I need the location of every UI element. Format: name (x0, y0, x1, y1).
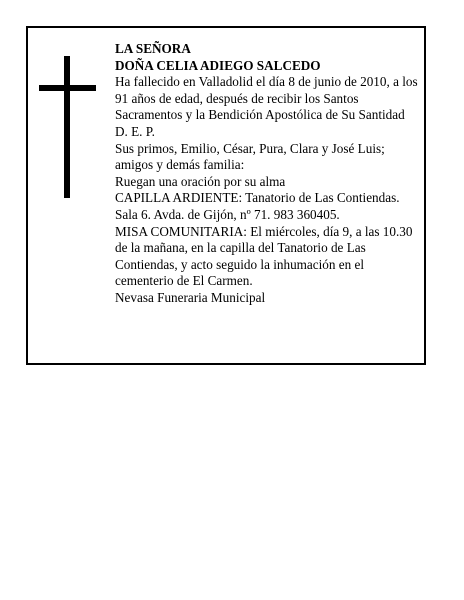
family-mourners: Sus primos, Emilio, César, Pura, Clara y José Luis; amigos y demás familia: (115, 140, 385, 173)
mass-info: MISA COMUNITARIA: El miércoles, día 9, a las 10.30 de la mañana, en la capilla del Tanatorio de Las Contiendas, y acto seguido la inhumación en el cementerio de El Carmen. (115, 223, 413, 289)
death-announcement: Ha fallecido en Valladolid el día 8 de junio de 2010, a los 91 años de edad, después de recibir los Santos Sacramentos y la Bendición Apostólica de Su Santidad D. E. P. (115, 74, 418, 139)
notice-text (115, 41, 420, 307)
funeral-home: Nevasa Funeraria Municipal (115, 289, 266, 305)
cross-vertical-bar (64, 56, 70, 198)
cross-horizontal-bar (39, 85, 96, 91)
deceased-name: DOÑA CELIA ADIEGO SALCEDO (115, 57, 321, 73)
obituary-notice (26, 26, 426, 365)
prayer-request: Ruegan una oración por su alma (115, 173, 286, 189)
notice-title: LA SEÑORA (115, 41, 191, 56)
chapel-info: CAPILLA ARDIENTE: Tanatorio de Las Contiendas. Sala 6. Avda. de Gijón, nº 71. 983 360405. (115, 190, 400, 222)
